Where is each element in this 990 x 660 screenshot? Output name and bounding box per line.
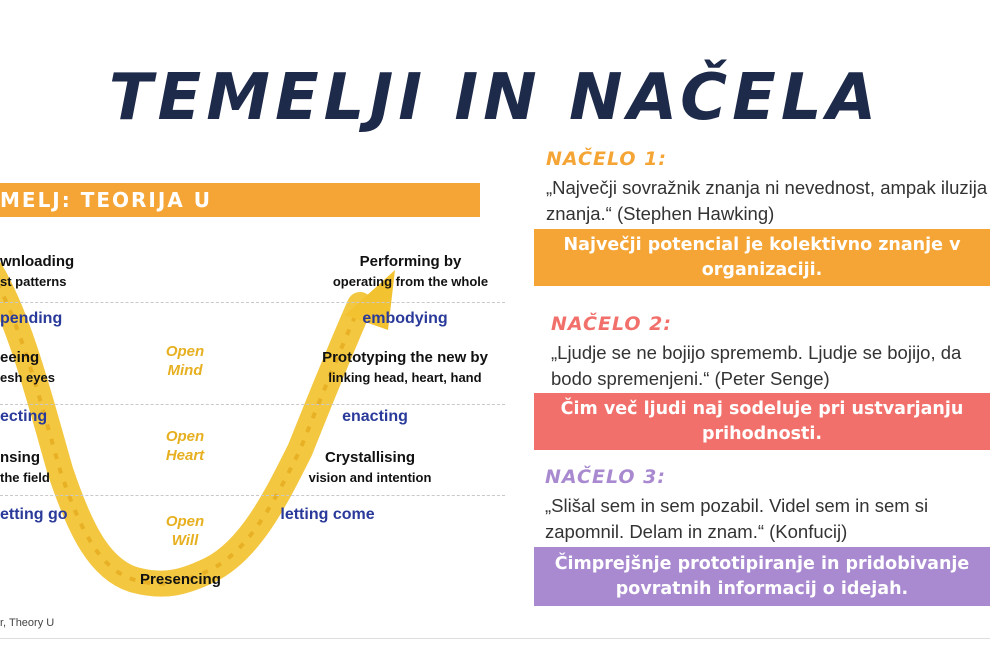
nacelo-1-box: Največji potencial je kolektivno znanje v organizaciji. xyxy=(534,229,990,286)
enacting-label: enacting xyxy=(342,408,408,425)
crystallising-label: Crystallising vision and intention xyxy=(308,449,432,485)
nacelo-3-quote: „Slišal sem in sem pozabil. Videl sem in sem si zapomnil. Delam in znam.“ (Konfucij) xyxy=(545,495,929,542)
nacelo-2-box: Čim več ljudi naj sodeluje pri ustvarjanju prihodnosti. xyxy=(534,393,990,450)
open-will-label: Open Will xyxy=(165,513,205,549)
suspending-label: pending xyxy=(0,310,63,327)
nacelo-1-label: NAČELO 1: xyxy=(546,148,667,170)
nacelo-2-quote: „Ljudje se ne bojijo sprememb. Ljudje se bojijo, da bodo spremenjeni.“ (Peter Senge) xyxy=(551,342,962,389)
page-title: TEMELJI IN NAČELA xyxy=(108,61,882,135)
nacelo-3-box: Čimprejšnje prototipiranje in pridobivanje povratnih informacij o idejah. xyxy=(534,547,990,606)
nacelo-1-quote: „Največji sovražnik znanja ni nevednost, ampak iluzija znanja.“ (Stephen Hawking) xyxy=(546,177,988,224)
embodying-label: embodying xyxy=(362,310,448,327)
presencing-label: Presencing xyxy=(140,571,221,588)
open-mind-label: Open Mind xyxy=(165,343,205,379)
source-caption: r, Theory U xyxy=(0,617,55,629)
temelj-banner: MELJ: TEORIJA U xyxy=(0,183,480,217)
performing-label: Performing by operating from the whole xyxy=(332,253,489,289)
letting-go-label: etting go xyxy=(0,506,68,523)
redirecting-label: ecting xyxy=(0,408,48,425)
theory-u-diagram xyxy=(0,230,510,640)
sensing-label: nsing the field xyxy=(0,449,50,485)
nacelo-2-label: NAČELO 2: xyxy=(551,313,672,335)
nacelo-3-label: NAČELO 3: xyxy=(545,466,666,488)
open-heart-label: Open Heart xyxy=(165,428,205,464)
seeing-label: eeing esh eyes xyxy=(0,349,55,385)
prototyping-label: Prototyping the new by linking head, heart, hand xyxy=(322,349,488,385)
letting-come-label: letting come xyxy=(280,506,375,523)
downloading-label: wnloading st patterns xyxy=(0,253,75,289)
footer-divider xyxy=(0,638,990,639)
